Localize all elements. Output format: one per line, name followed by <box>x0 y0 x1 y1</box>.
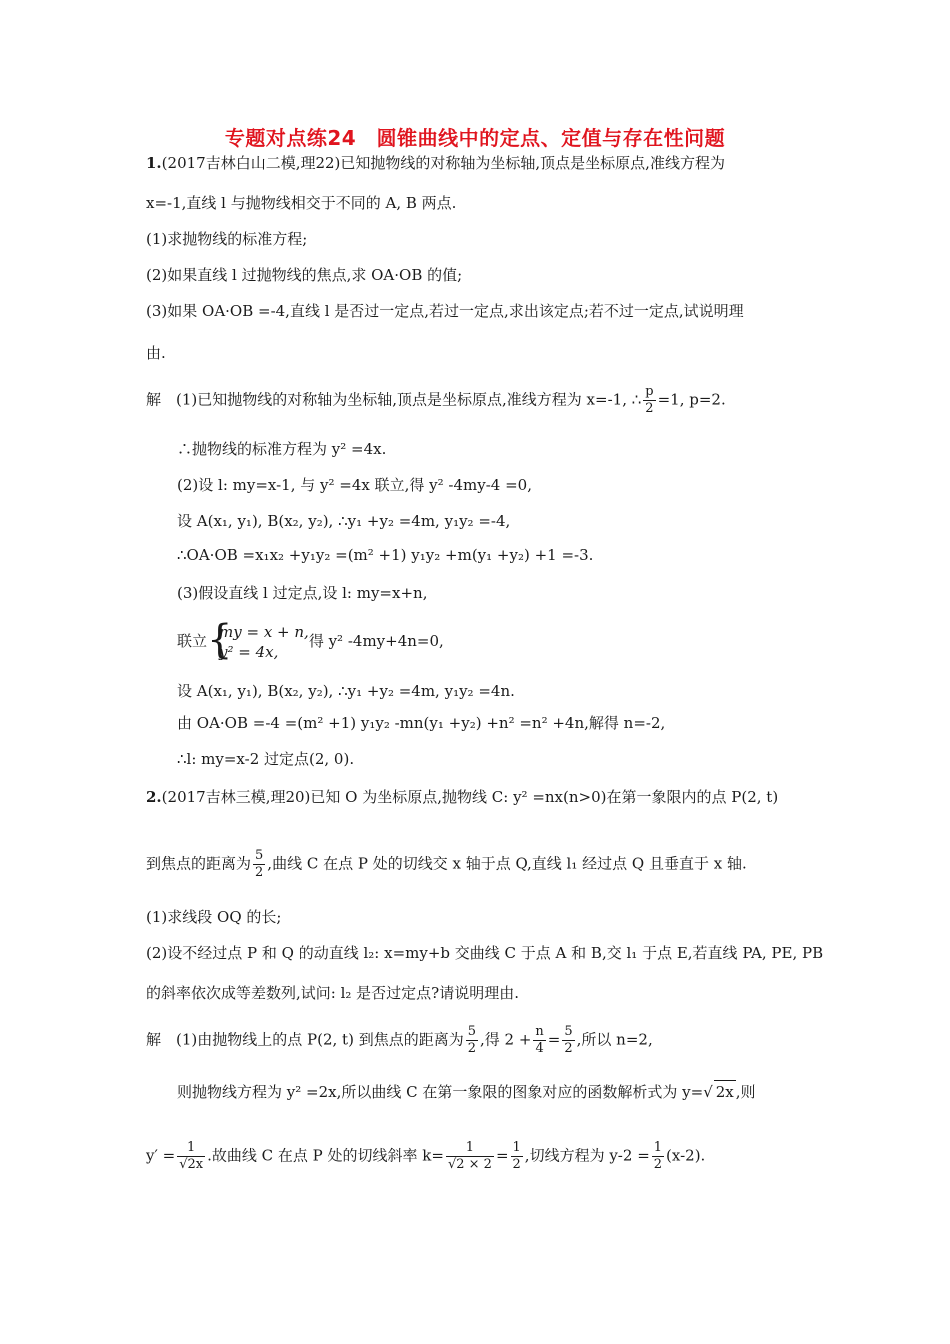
sol1-line8: 设 A(x₁, y₁), B(x₂, y₂), ∴y₁ +y₂ =4m, y₁y₂ =4n. <box>177 682 515 700</box>
equation-system: { my = x + n, y² = 4x, <box>207 617 309 663</box>
q2-part2-line2: 的斜率依次成等差数列,试问: l₂ 是否过定点?请说明理由. <box>146 984 519 1002</box>
q1-stem-line1: 1.(2017吉林白山二模,理22)已知抛物线的对称轴为坐标轴,顶点是坐标原点,准线方程为 <box>146 154 725 172</box>
sol1-line2: ∴抛物线的标准方程为 y² =4x. <box>177 440 387 458</box>
q1-part2: (2)如果直线 l 过抛物线的焦点,求 OA·OB 的值; <box>146 266 463 284</box>
q1-part3-line2: 由. <box>146 344 166 362</box>
sol1-line9: 由 OA·OB =-4 =(m² +1) y₁y₂ -mn(y₁ +y₂) +n² =n² +4n,解得 n=-2, <box>177 714 666 732</box>
sol1-line7: 联立 { my = x + n, y² = 4x, 得 y² -4my+4n=0, <box>177 617 444 663</box>
q2-stem-line2: 到焦点的距离为 $\frac{5}{2}$ ,曲线 C 在点 P 处的切线交 x 轴于点 Q,直线 l₁ 经过点 Q 且垂直于 x 轴. <box>146 848 747 880</box>
page-title: 专题对点练24 圆锥曲线中的定点、定值与存在性问题 <box>224 126 726 150</box>
sol1-line1: 解 (1)已知抛物线的对称轴为坐标轴,顶点是坐标原点,准线方程为 x=-1, ∴ $\frac{p}{2}$ =1, p=2. <box>146 384 726 416</box>
sol1-line3: (2)设 l: my=x-1, 与 y² =4x 联立,得 y² -4my-4 =0, <box>177 476 532 494</box>
q2-stem-line1: 2.(2017吉林三模,理20)已知 O 为坐标原点,抛物线 C: y² =nx(n>0)在第一象限内的点 P(2, t) <box>146 788 779 806</box>
sol2-line2: 则抛物线方程为 y² =2x,所以曲线 C 在第一象限的图象对应的函数解析式为 y=√ 2x ,则 <box>177 1080 756 1103</box>
fraction-p-over-2: $\frac{p}{2}$ <box>645 384 654 416</box>
sol2-line1: 解 (1)由抛物线上的点 P(2, t) 到焦点的距离为 $\frac{5}{2}$ ,得 2 + $\frac{n}{4}$ = $\frac{5}{2}$ ,所以 n=2, <box>146 1024 653 1056</box>
q2-part2-line1: (2)设不经过点 P 和 Q 的动直线 l₂: x=my+b 交曲线 C 于点 A 和 B,交 l₁ 于点 E,若直线 PA, PE, PB <box>146 944 824 962</box>
q1-part3-line1: (3)如果 OA·OB =-4,直线 l 是否过一定点,若过一定点,求出该定点;若不过一定点,试说明理 <box>146 302 744 320</box>
sol1-line10: ∴l: my=x-2 过定点(2, 0). <box>177 750 355 768</box>
sol2-line3: y′ = $\frac{1}{√2x}$ .故曲线 C 在点 P 处的切线斜率 k= $\frac{1}{√2 \times 2}$ = $\frac{1}{2}$ ,切线方程为 y-2 = $\frac{1}{2}$ (x-2). <box>146 1140 706 1172</box>
fraction-5-over-2: $\frac{5}{2}$ <box>255 848 264 880</box>
sqrt-expression: 2x <box>714 1080 736 1103</box>
sol1-line6: (3)假设直线 l 过定点,设 l: my=x+n, <box>177 584 428 602</box>
sol1-line4: 设 A(x₁, y₁), B(x₂, y₂), ∴y₁ +y₂ =4m, y₁y₂ =-4, <box>177 512 511 530</box>
q2-part1: (1)求线段 OQ 的长; <box>146 908 282 926</box>
q1-part1: (1)求抛物线的标准方程; <box>146 230 308 248</box>
q1-number: 1. <box>146 154 162 172</box>
q2-number: 2. <box>146 788 162 806</box>
q1-stem-line2: x=-1,直线 l 与抛物线相交于不同的 A, B 两点. <box>146 194 457 212</box>
sol1-line5: ∴OA·OB =x₁x₂ +y₁y₂ =(m² +1) y₁y₂ +m(y₁ +y₂) +1 =-3. <box>177 546 594 564</box>
